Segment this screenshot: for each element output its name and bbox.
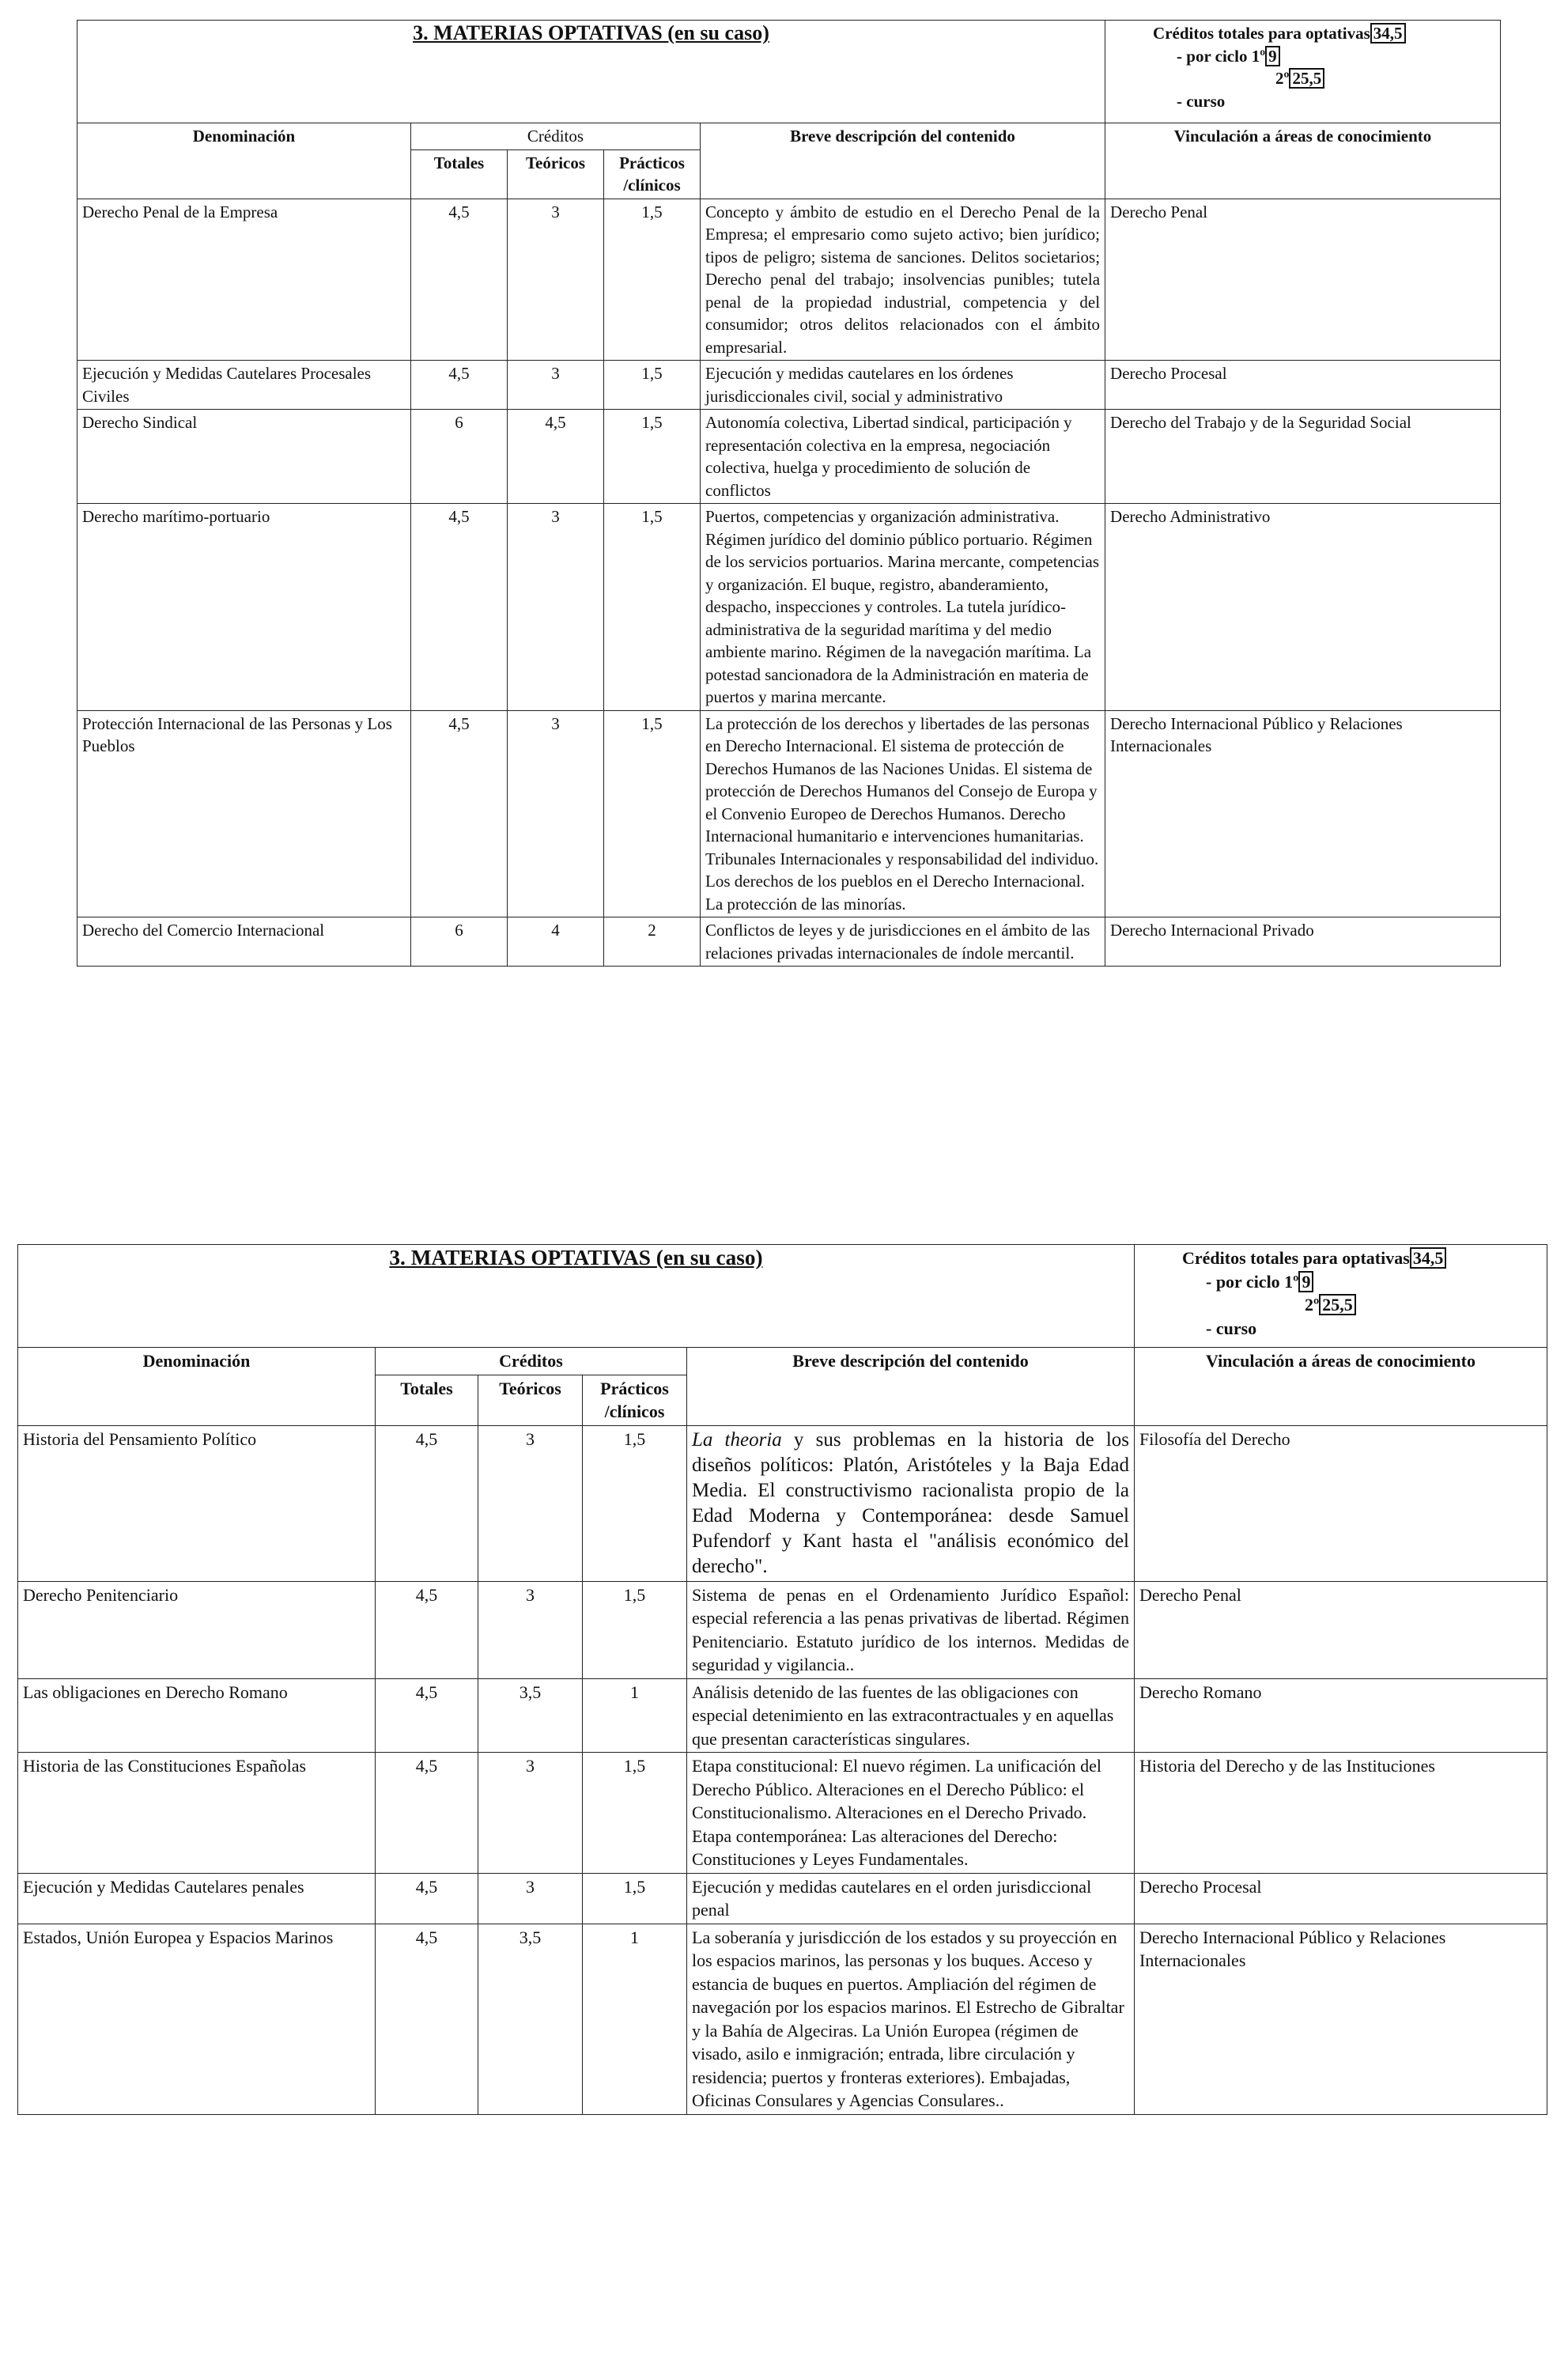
table-row <box>77 917 1501 967</box>
header-creditos: Créditos <box>376 1348 687 1375</box>
credits-cycle1-box: 9 <box>1265 46 1280 66</box>
subject-name: Derecho del Comercio Internacional <box>77 917 411 967</box>
subject-name: Derecho marítimo-portuario <box>77 504 411 711</box>
subject-name: Protección Internacional de las Personas y Los Pueblos <box>77 710 411 917</box>
subject-description: Concepto y ámbito de estudio en el Derecho Penal de la Empresa; el empresario como sujeto activo; bien jurídico; tipos de peligro; sistema de sanciones. Delitos societarios; Derecho penal del trabajo; insolvencias punibles; tutela penal de la propiedad industrial, competencia y del consumidor; otros delitos relacionados con el ámbito empresarial. <box>701 199 1105 361</box>
credits-teoricos: 3,5 <box>478 1924 583 2114</box>
credits-practicos: 1,5 <box>604 504 701 711</box>
optional-subjects-table-2 <box>17 1244 1547 2115</box>
credits-cycle2-box: 25,5 <box>1319 1294 1356 1315</box>
subject-name: Derecho Penal de la Empresa <box>77 199 411 361</box>
subject-name: Historia del Pensamiento Político <box>18 1425 376 1581</box>
table-row <box>77 410 1501 504</box>
table-row <box>77 710 1501 917</box>
credits-cycle1-box: 9 <box>1298 1271 1313 1292</box>
subject-description: Ejecución y medidas cautelares en el orden jurisdiccional penal <box>687 1873 1135 1924</box>
knowledge-area: Derecho Internacional Público y Relaciones Internacionales <box>1135 1924 1547 2114</box>
credits-totales: 4,5 <box>376 1425 478 1581</box>
credits-practicos: 1,5 <box>604 410 701 504</box>
credits-totales: 4,5 <box>376 1753 478 1874</box>
credits-teoricos: 3 <box>478 1425 583 1581</box>
credits-teoricos: 3 <box>478 1873 583 1924</box>
table-title-row <box>77 21 1501 123</box>
credits-total-box: 34,5 <box>1410 1247 1447 1269</box>
header-totales: Totales <box>411 149 508 199</box>
knowledge-area: Derecho Penal <box>1135 1581 1547 1678</box>
credits-practicos: 2 <box>604 917 701 967</box>
subject-description: Sistema de penas en el Ordenamiento Jurídico Español: especial referencia a las penas privativas de libertad. Régimen Penitenciario. Estatuto jurídico de los internos. Medidas de seguridad y vigilancia.. <box>687 1581 1135 1678</box>
credits-teoricos: 3 <box>478 1753 583 1874</box>
credits-totales: 6 <box>411 917 508 967</box>
table-row <box>18 1425 1547 1581</box>
header-denominacion: Denominación <box>18 1348 376 1426</box>
credits-totales: 4,5 <box>376 1678 478 1753</box>
credits-summary: Créditos totales para optativas 34,5 - por ciclo 1º 9 2º 25,5 - curso <box>1135 1245 1547 1348</box>
credits-practicos: 1,5 <box>583 1753 687 1874</box>
table-title: 3. MATERIAS OPTATIVAS (en su caso) <box>18 1245 1135 1348</box>
header-practicos: Prácticos /clínicos <box>604 149 701 199</box>
header-practicos: Prácticos /clínicos <box>583 1375 687 1425</box>
table-row <box>18 1753 1547 1874</box>
knowledge-area: Derecho Administrativo <box>1105 504 1501 711</box>
credits-totales: 4,5 <box>376 1873 478 1924</box>
subject-description: La protección de los derechos y libertades de las personas en Derecho Internacional. El sistema de protección de Derechos Humanos de las Naciones Unidas. El sistema de protección de Derechos Humanos del Consejo de Europa y el Convenio Europeo de Derechos Humanos. Derecho Internacional humanitario e intervenciones humanitarias. Tribunales Internacionales y responsabilidad del individuo. Los derechos de los pueblos en el Derecho Internacional. La protección de las minorías. <box>701 710 1105 917</box>
knowledge-area: Derecho Internacional Público y Relaciones Internacionales <box>1105 710 1501 917</box>
subject-description-text: y sus problemas en la historia de los diseños políticos: Platón, Aristóteles y la Baja Edad Media. El constructivismo racionalista propio de la Edad Moderna y Contemporánea: desde Samuel Pufendorf y Kant hasta el "análisis económico del derecho". <box>692 1428 1129 1577</box>
subject-description: Análisis detenido de las fuentes de las obligaciones con especial detenimiento en las extracontractuales y en aquellas que presentan características singulares. <box>687 1678 1135 1753</box>
credits-teoricos: 3,5 <box>478 1678 583 1753</box>
knowledge-area: Filosofía del Derecho <box>1135 1425 1547 1581</box>
header-teoricos: Teóricos <box>508 149 604 199</box>
subject-description <box>687 1753 1135 1874</box>
table-row <box>18 1873 1547 1924</box>
header-vinculacion: Vinculación a áreas de conocimiento <box>1105 123 1501 199</box>
credits-practicos: 1 <box>583 1924 687 2114</box>
knowledge-area: Derecho Procesal <box>1105 361 1501 410</box>
table-title: 3. MATERIAS OPTATIVAS (en su caso) <box>77 21 1105 123</box>
optional-subjects-table-1 <box>77 20 1501 967</box>
knowledge-area: Derecho Internacional Privado <box>1105 917 1501 967</box>
credits-totales: 4,5 <box>376 1581 478 1678</box>
credits-practicos: 1,5 <box>583 1425 687 1581</box>
credits-totales: 4,5 <box>411 710 508 917</box>
header-totales: Totales <box>376 1375 478 1425</box>
subject-name: Historia de las Constituciones Españolas <box>18 1753 376 1874</box>
knowledge-area: Derecho del Trabajo y de la Seguridad Social <box>1105 410 1501 504</box>
credits-totales: 4,5 <box>411 361 508 410</box>
credits-totales: 4,5 <box>376 1924 478 2114</box>
credits-totales: 4,5 <box>411 199 508 361</box>
credits-practicos: 1,5 <box>604 361 701 410</box>
header-descripcion: Breve descripción del contenido <box>687 1348 1135 1426</box>
header-teoricos: Teóricos <box>478 1375 583 1425</box>
credits-teoricos: 3 <box>508 361 604 410</box>
table-row <box>77 504 1501 711</box>
header-denominacion: Denominación <box>77 123 411 199</box>
credits-teoricos: 3 <box>508 504 604 711</box>
header-row <box>77 123 1501 150</box>
credits-teoricos: 3 <box>478 1581 583 1678</box>
subject-description: Conflictos de leyes y de jurisdicciones en el ámbito de las relaciones privadas internacionales de índole mercantil. <box>701 917 1105 967</box>
credits-teoricos: 4,5 <box>508 410 604 504</box>
subject-description: Ejecución y medidas cautelares en los órdenes jurisdiccionales civil, social y administrativo <box>701 361 1105 410</box>
header-descripcion: Breve descripción del contenido <box>701 123 1105 199</box>
subject-name: Ejecución y Medidas Cautelares Procesales Civiles <box>77 361 411 410</box>
knowledge-area: Derecho Romano <box>1135 1678 1547 1753</box>
knowledge-area: Historia del Derecho y de las Instituciones <box>1135 1753 1547 1874</box>
subject-description-italic: La theoria <box>692 1428 782 1451</box>
credits-totales: 6 <box>411 410 508 504</box>
subject-description <box>687 1425 1135 1581</box>
subject-description-part1: Etapa constitucional: El nuevo régimen. La unificación del Derecho Público. Alteraciones en el Derecho Público: el Constitucionalismo. Alteraciones en el Derecho Privado. <box>692 1756 1102 1822</box>
subject-name: Derecho Penitenciario <box>18 1581 376 1678</box>
credits-practicos: 1,5 <box>604 199 701 361</box>
subject-description: Puertos, competencias y organización administrativa. Régimen jurídico del dominio público portuario. Régimen de los servicios portuarios. Marina mercante, competencias y organización. El buque, registro, abanderamiento, despacho, inspecciones y controles. La tutela jurídico-administrativa de la seguridad marítima y del medio ambiente marino. Régimen de la navegación marítima. La potestad sancionadora de la Administración en materia de puertos y marina mercante. <box>701 504 1105 711</box>
subject-name: Estados, Unión Europea y Espacios Marinos <box>18 1924 376 2114</box>
header-row <box>18 1348 1547 1375</box>
table-row <box>18 1678 1547 1753</box>
header-creditos: Créditos <box>411 123 701 150</box>
credits-practicos: 1,5 <box>604 710 701 917</box>
table-row <box>18 1581 1547 1678</box>
credits-practicos: 1,5 <box>583 1581 687 1678</box>
credits-practicos: 1 <box>583 1678 687 1753</box>
credits-teoricos: 3 <box>508 199 604 361</box>
knowledge-area: Derecho Penal <box>1105 199 1501 361</box>
credits-totales: 4,5 <box>411 504 508 711</box>
subject-description: La soberanía y jurisdicción de los estados y su proyección en los espacios marinos, las personas y los buques. Acceso y estancia de buques en puertos. Ampliación del régimen de navegación por los espacios marinos. El Estrecho de Gibraltar y la Bahía de Algeciras. La Unión Europea (régimen de visado, asilo e inmigración; entrada, libre circulación y residencia; puertos y fronteras exteriores). Embajadas, Oficinas Consulares y Agencias Consulares.. <box>687 1924 1135 2114</box>
table-title-row <box>18 1245 1547 1348</box>
table-row <box>18 1924 1547 2114</box>
credits-cycle2-box: 25,5 <box>1289 68 1324 89</box>
table-row <box>77 361 1501 410</box>
credits-teoricos: 4 <box>508 917 604 967</box>
credits-total-box: 34,5 <box>1370 23 1406 44</box>
subject-description: Autonomía colectiva, Libertad sindical, participación y representación colectiva en la empresa, negociación colectiva, huelga y procedimiento de solución de conflictos <box>701 410 1105 504</box>
table-row <box>77 199 1501 361</box>
subject-name: Las obligaciones en Derecho Romano <box>18 1678 376 1753</box>
subject-name: Derecho Sindical <box>77 410 411 504</box>
credits-summary: Créditos totales para optativas 34,5 - por ciclo 1º 9 2º 25,5 - curso <box>1105 21 1501 123</box>
credits-practicos: 1,5 <box>583 1873 687 1924</box>
knowledge-area: Derecho Procesal <box>1135 1873 1547 1924</box>
subject-name: Ejecución y Medidas Cautelares penales <box>18 1873 376 1924</box>
header-vinculacion: Vinculación a áreas de conocimiento <box>1135 1348 1547 1426</box>
subject-description-part2: Etapa contemporánea: Las alteraciones del Derecho: Constituciones y Leyes Fundamentales. <box>692 1825 1058 1869</box>
credits-teoricos: 3 <box>508 710 604 917</box>
